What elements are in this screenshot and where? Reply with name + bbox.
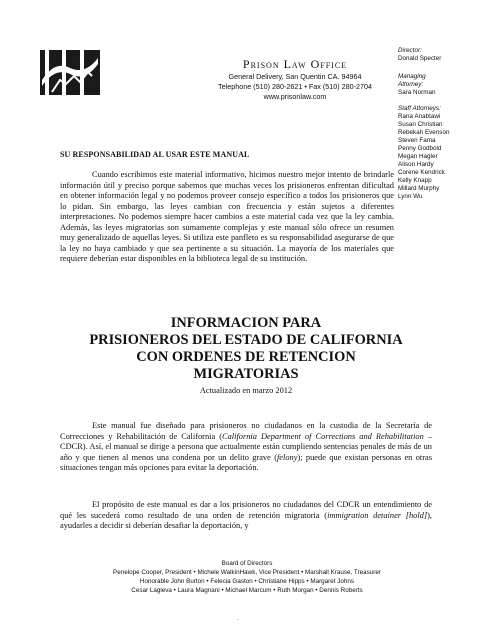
page-marker: - <box>237 617 239 623</box>
staff-attorney-name: Susan Christian <box>398 121 443 128</box>
staff-attorney-name: Megan Hagler <box>398 153 438 160</box>
body-paragraph-2 <box>60 500 432 532</box>
body-paragraph-1 <box>60 421 432 474</box>
board-members-line: Cesar Lagleva • Laura Magnani • Michael Marcum • Ruth Morgan • Dennis Roberts <box>131 587 363 594</box>
staff-attorney-name: Rana Anabtawi <box>398 113 441 120</box>
title-line: PRISIONEROS DEL ESTADO DE CALIFORNIA <box>89 332 403 348</box>
staff-attorney-name: Steven Fama <box>398 137 436 144</box>
staff-attorney-name: Penny Godbold <box>398 145 442 152</box>
updated-date: Actualizado en marzo 2012 <box>199 386 293 395</box>
title-line: CON ORDENES DE RETENCION <box>136 349 356 365</box>
staff-attorney-name: Kelly Knapp <box>398 177 432 184</box>
staff-attorneys-label: Staff Attorneys: <box>398 105 441 112</box>
body-text: Este manual fue diseñado para prisioneros no ciudadanos en la custodia de la Secretaría de Correcciones y Rehabilitación de California ( <box>60 421 432 441</box>
managing-label-line1: Managing <box>398 73 426 80</box>
body-text-italic: felony <box>276 452 298 462</box>
body-text: El propósito de este manual es dar a los prisioneros no ciudadanos del CDCR un entendimiento de qué les sucederá como resultado de una orden de retención migratoria ( <box>60 500 432 520</box>
title-line: MIGRATORIAS <box>193 366 299 382</box>
staff-attorney-name: Millard Murphy <box>398 185 440 192</box>
title-line: INFORMACION PARA <box>170 315 322 331</box>
managing-attorney-name: Sara Norman <box>398 89 436 96</box>
body-text-italic: immigration detainer [hold] <box>327 510 428 520</box>
staff-attorney-name: Alison Hardy <box>398 161 434 168</box>
office-address: General Delivery, San Quentin CA. 94964 <box>228 72 362 81</box>
body-text: ), ayudarles a decidir si deberían desafiar la deportación, y <box>60 510 433 530</box>
responsibility-heading: SU RESPONSABILIDAD AL USAR ESTE MANUAL <box>60 150 250 159</box>
managing-label-line2: Attorney: <box>398 81 424 88</box>
board-members-line: Penelope Cooper, President • Michele WalkinHawk, Vice President • Marshall Krause, Treasurer <box>113 569 381 576</box>
office-phone-fax: Telephone (510) 280-2621 • Fax (510) 280-2704 <box>218 82 372 91</box>
body-text-italic: California Department of Corrections and Rehabilitation <box>222 431 424 441</box>
board-of-directors-heading: Board of Directors <box>221 560 273 567</box>
director-label: Director: <box>398 47 422 54</box>
staff-attorney-name: Rebekah Evenson <box>398 129 450 136</box>
body-text: ); puede que existan personas en otras situaciones tengan más opciones para evitar la deportación. <box>60 452 432 472</box>
office-website: www.prisonlaw.com <box>263 92 327 101</box>
prison-law-office-logo <box>40 50 100 95</box>
director-name: Donald Specter <box>398 55 442 62</box>
staff-attorney-name: Corene Kendrick <box>398 169 445 176</box>
board-members-line: Honorable John Burton • Felecia Gaston • Christiane Hipps • Margaret Johns <box>139 578 355 585</box>
staff-attorney-name: Lynn Wu <box>398 193 423 200</box>
body-text: – CDCR). Así, el manual se dirige a persona que actualmente están cumpliendo sentencias penales de más de un año y que tienen al menos una condena por un delito grave ( <box>60 431 432 462</box>
document-title <box>60 315 432 383</box>
responsibility-paragraph: Cuando escribimos este material informativo, hicimos nuestro mejor intento de brindarle información útil y preciso porque sabemos que muchas veces los prisioneros enfrentan dificultad en obtener información legal y no podemos proveer consejo específico a todos los prisioneros que lo pidan. Sin embargo, las leyes cambian con frecuencia y están sujetos a diferentes interpretaciones. No podemos siempre hacer cambios a este material cada vez que la ley cambia. Además, las leyes migratorias son sumamente complejas y este manual sólo ofrece un resumen muy generalizado de aquellas leyes. Si utiliza este panfleto es su responsabilidad asegurarse de que la ley no haya cambiado y que sea pertinente a su situación. La mayoría de los materiales que requiere deberían estar disponibles en la biblioteca legal de su institución. <box>60 170 394 263</box>
office-name: Prison Law Office <box>242 57 348 71</box>
